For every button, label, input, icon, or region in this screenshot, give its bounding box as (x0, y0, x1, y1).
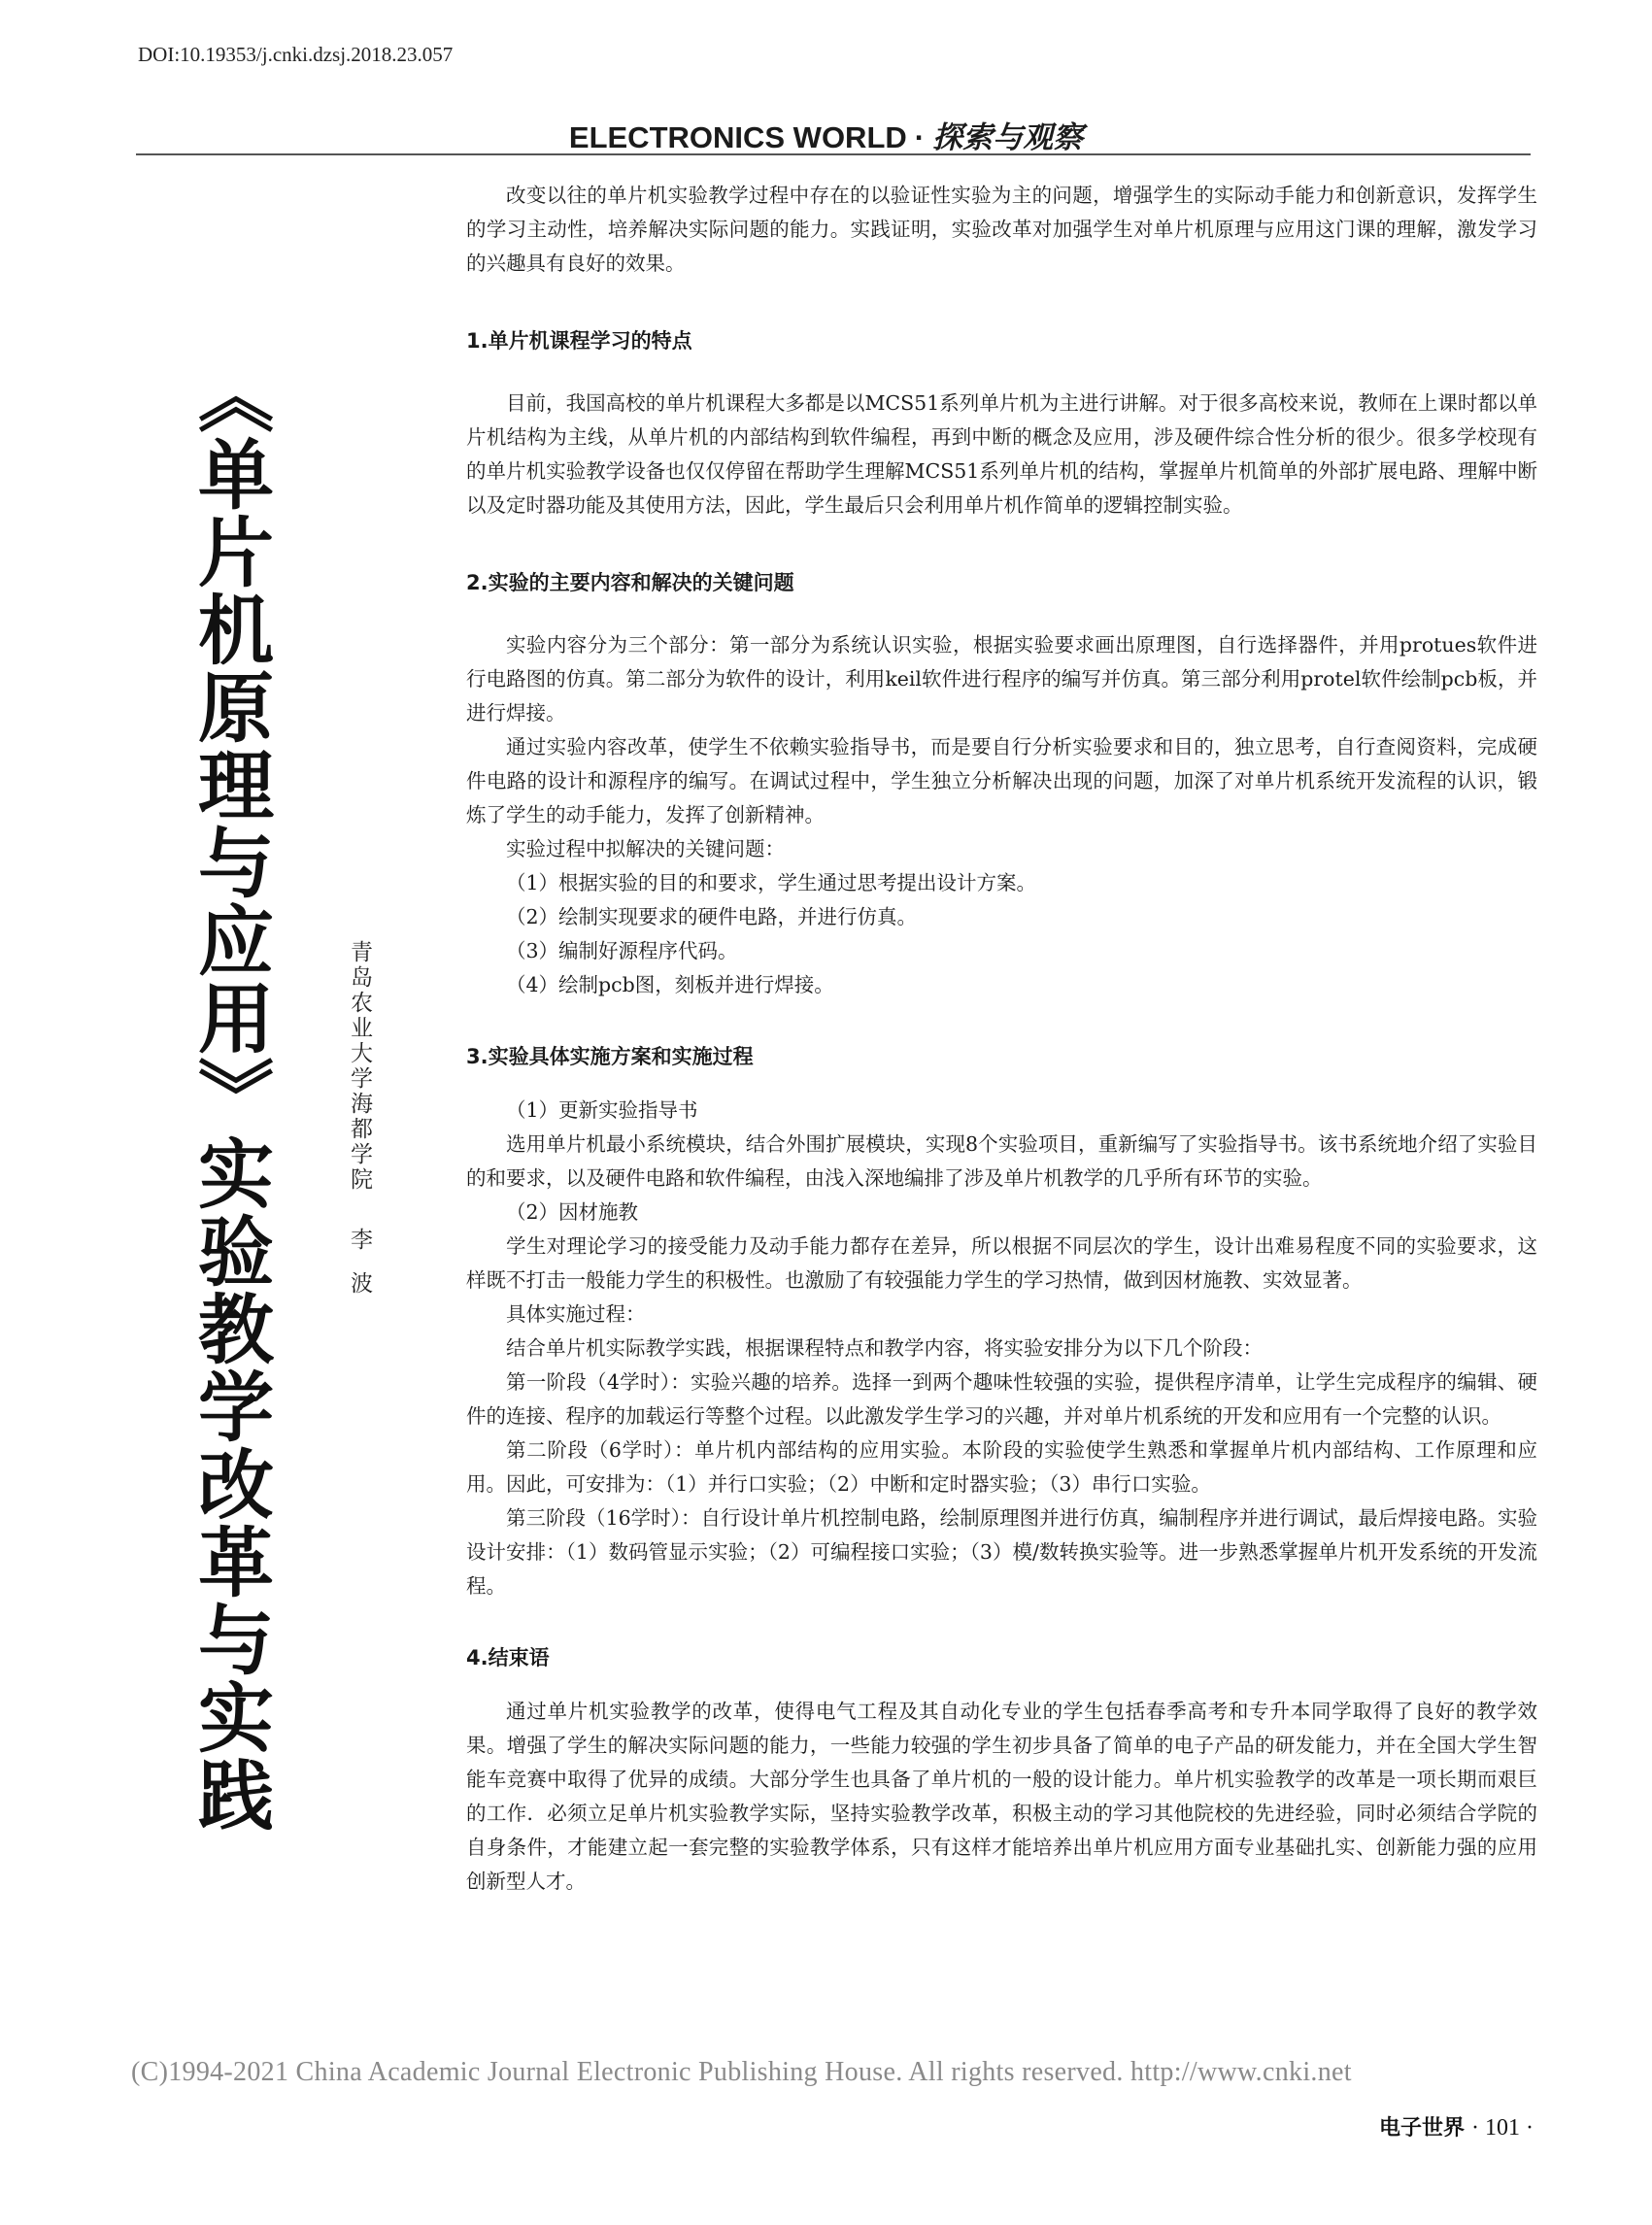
section-2-item-3: （3）编制好源程序代码。 (506, 939, 738, 962)
section-3-paragraph-6: 第二阶段（6学时）：单片机内部结构的应用实验。本阶段的实验使学生熟悉和掌握单片机内部结构、工作原理和应用。因此，可安排为：（1）并行口实验；（2）中断和定时器实验；（3）串行口实验。 (466, 1438, 1537, 1496)
section-1-heading: 1.单片机课程学习的特点 (466, 329, 692, 353)
intro-paragraph: 改变以往的单片机实验教学过程中存在的以验证性实验为主的问题，增强学生的实际动手能力和创新意识，发挥学生的学习主动性，培养解决实际问题的能力。实践证明，实验改革对加强学生对单片机原理与应用这门课的理解，激发学习的兴趣具有良好的效果。 (466, 184, 1537, 275)
section-4-heading: 4.结束语 (466, 1646, 550, 1669)
affiliation: 青岛农业大学海都学院 (347, 940, 372, 1193)
section-3-paragraph-2: 学生对理论学习的接受能力及动手能力都存在差异，所以根据不同层次的学生，设计出难易程度不同的实验要求，这样既不打击一般能力学生的积极性。也激励了有较强能力学生的学习热情，做到因材施教、实效显著。 (466, 1234, 1537, 1292)
section-3-paragraph-5: 第一阶段（4学时）：实验兴趣的培养。选择一到两个趣味性较强的实验，提供程序清单，让学生完成程序的编辑、硬件的连接、程序的加载运行等整个过程。以此激发学生学习的兴趣，并对单片机系统的开发和应用有一个完整的认识。 (466, 1370, 1537, 1428)
section-3-paragraph-4: 结合单片机实际教学实践，根据课程特点和教学内容，将实验安排分为以下几个阶段： (506, 1336, 1263, 1360)
section-2-paragraph-2: 通过实验内容改革，使学生不依赖实验指导书，而是要自行分析实验要求和目的，独立思考，自行查阅资料，完成硬件电路的设计和源程序的编写。在调试过程中，学生独立分析解决出现的问题，加深了对单片机系统开发流程的认识，锻炼了学生的动手能力，发挥了创新精神。 (466, 735, 1537, 826)
section-3-subheading-1: （1）更新实验指导书 (506, 1098, 698, 1122)
copyright-watermark: (C)1994-2021 China Academic Journal Electronic Publishing House. All rights reserved. http://www.cnki.net (131, 2057, 1352, 2087)
section-1-paragraph: 目前，我国高校的单片机课程大多都是以MCS51系列单片机为主进行讲解。对于很多高校来说，教师在上课时都以单片机结构为主线，从单片机的内部结构到软件编程，再到中断的概念及应用，涉及硬件综合性分析的很少。很多学校现有的单片机实验教学设备也仅仅停留在帮助学生理解MCS51系列单片机的结构，掌握单片机简单的外部扩展电路、理解中断以及定时器功能及其使用方法，因此，学生最后只会利用单片机作简单的逻辑控制实验。 (466, 391, 1537, 517)
section-4-paragraph: 通过单片机实验教学的改革，使得电气工程及其自动化专业的学生包括春季高考和专升本同学取得了良好的教学效果。增强了学生的解决实际问题的能力，一些能力较强的学生初步具备了简单的电子产品的研发能力，并在全国大学生智能车竞赛中取得了优异的成绩。大部分学生也具备了单片机的一般的设计能力。单片机实验教学的改革是一项长期而艰巨的工作．必须立足单片机实验教学实际，坚持实验教学改革，积极主动的学习其他院校的先进经验，同时必须结合学院的自身条件，才能建立起一套完整的实验教学体系，只有这样才能培养出单片机应用方面专业基础扎实、创新能力强的应用创新型人才。 (466, 1700, 1537, 1893)
magazine-name: 电子世界 (1379, 2116, 1466, 2141)
section-2-paragraph-1: 实验内容分为三个部分：第一部分为系统认识实验，根据实验要求画出原理图，自行选择器件，并用protues软件进行电路图的仿真。第二部分为软件的设计，利用keil软件进行程序的编写并仿真。第三部分利用protel软件绘制pcb板，并进行焊接。 (466, 633, 1537, 725)
doi-line: DOI:10.19353/j.cnki.dzsj.2018.23.057 (138, 43, 454, 66)
author-name: 李波 (347, 1228, 372, 1315)
section-2-paragraph-3: 实验过程中拟解决的关键问题： (506, 837, 785, 860)
author-block (340, 940, 379, 1315)
section-3-heading: 3.实验具体实施方案和实施过程 (466, 1045, 754, 1068)
section-3-subheading-2: （2）因材施教 (506, 1200, 639, 1224)
header-rule (136, 153, 1531, 155)
article-title: 《单片机原理与应用》实验教学改革与实践 (185, 357, 273, 1834)
section-3-paragraph-1: 选用单片机最小系统模块，结合外围扩展模块，实现8个实验项目，重新编写了实验指导书。该书系统地介绍了实验目的和要求，以及硬件电路和软件编程，由浅入深地编排了涉及单片机教学的几乎所有环节的实验。 (466, 1132, 1537, 1190)
section-2-item-4: （4）绘制pcb图，刻板并进行焊接。 (506, 973, 834, 996)
body-column (466, 179, 1537, 1899)
section-3-paragraph-3: 具体实施过程： (506, 1302, 646, 1326)
section-2-heading: 2.实验的主要内容和解决的关键问题 (466, 571, 794, 594)
journal-column-name: 探索与观察 (932, 120, 1084, 154)
journal-masthead (0, 113, 1652, 156)
journal-name-en: ELECTRONICS WORLD (568, 120, 907, 154)
section-2-item-1: （1）根据实验的目的和要求，学生通过思考提出设计方案。 (506, 871, 1037, 894)
section-2-item-2: （2）绘制实现要求的硬件电路，并进行仿真。 (506, 905, 918, 928)
section-3-paragraph-7: 第三阶段（16学时）：自行设计单片机控制电路，绘制原理图并进行仿真，编制程序并进行调试，最后焊接电路。实验设计安排：（1）数码管显示实验；（2）可编程接口实验；（3）模/数转换实验等。进一步熟悉掌握单片机开发系统的开发流程。 (466, 1506, 1537, 1598)
masthead-separator: · (914, 120, 926, 154)
page-footer (1379, 2111, 1534, 2141)
page-number: · 101 · (1471, 2115, 1534, 2141)
